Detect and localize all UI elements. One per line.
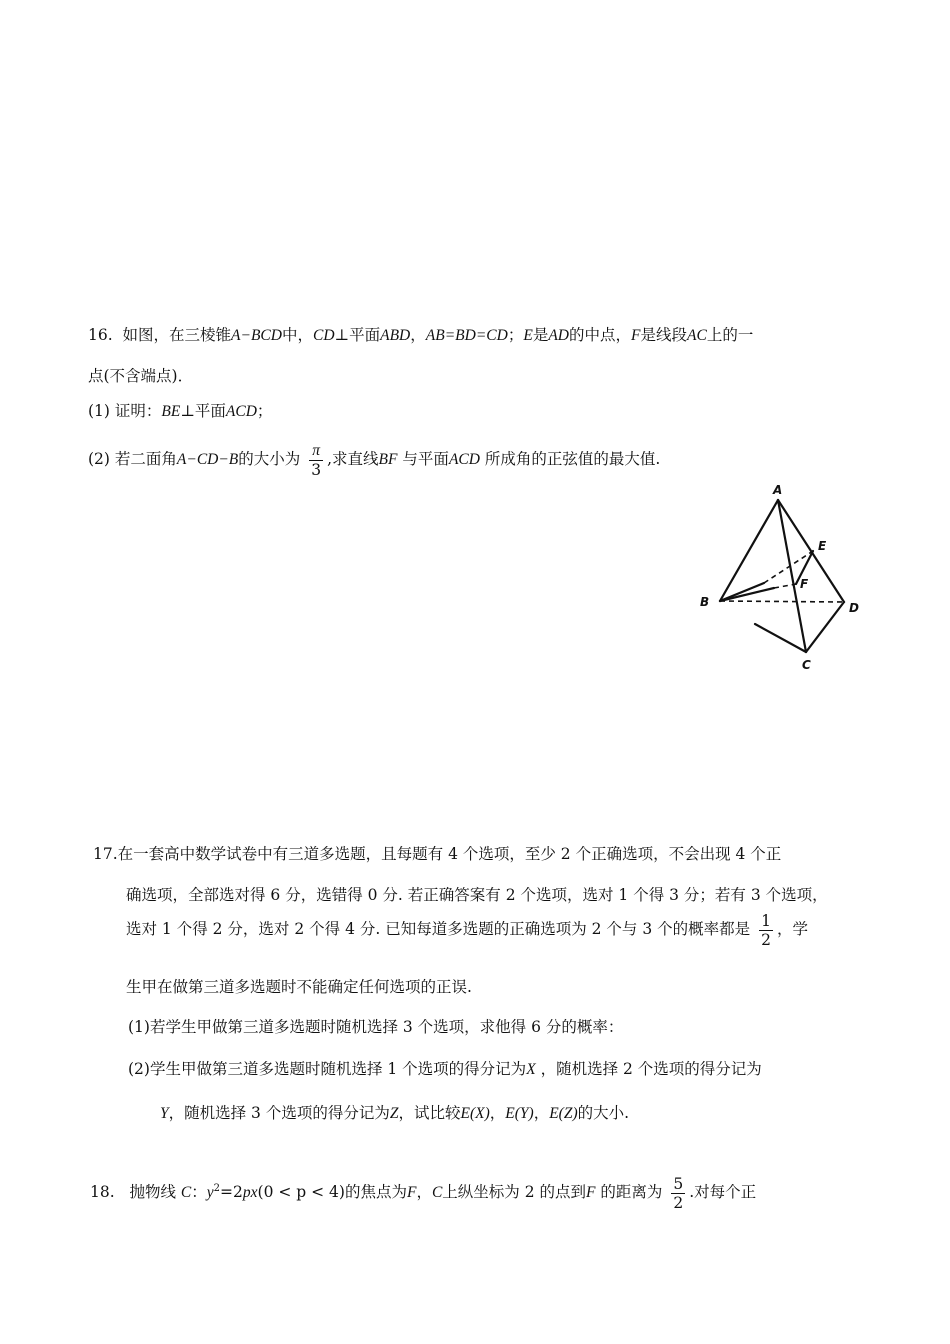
tetrahedron-figure: [692, 478, 872, 678]
edge-cd: [806, 602, 844, 652]
label-c: C: [802, 658, 811, 672]
one-half-fraction: $\frac{1}{2}$: [761, 911, 771, 949]
q17-part2-line2: Y，随机选择 3 个选项的得分记为Z，试比较E(X)，E(Y)，E(Z)的大小.: [160, 1104, 630, 1122]
q17-line3: 选对 1 个得 2 分，选对 2 个得 4 分. 已知每道多选题的正确选项为 2 个与 3 个的概率都是 $\frac{1}{2}$ ，学: [126, 911, 808, 949]
q17-number: 17.: [93, 845, 118, 863]
q16-part1: (1) 证明：BE⊥平面ACD；: [88, 402, 273, 420]
edge-ab: [720, 500, 778, 601]
label-d: D: [849, 601, 859, 615]
q16-line2: 点(不含端点)．: [88, 367, 194, 385]
label-b: B: [700, 595, 710, 609]
label-e: E: [818, 539, 827, 553]
pi-over-3-fraction: $\frac{\pi}{3}$: [311, 441, 322, 479]
q17-part2-line1: (2)学生甲做第三道多选题时随机选择 1 个选项的得分记为X ，随机选择 2 个选项的得分记为: [128, 1060, 762, 1078]
five-halves-fraction: $\frac{5}{2}$: [673, 1174, 684, 1212]
segment-bf-dashed: [774, 584, 796, 588]
q17-line1: 17.在一套高中数学试卷中有三道多选题，且每题有 4 个选项，至少 2 个正确选项，不会出现 4 个正: [93, 845, 782, 863]
q17-line2: 确选项，全部选对得 6 分，选错得 0 分. 若正确答案有 2 个选项，选对 1 个得 3 分；若有 3 个选项，: [126, 886, 828, 904]
edge-bc: [755, 624, 806, 652]
q18-number: 18.: [90, 1183, 115, 1202]
edge-bd-dashed: [720, 601, 844, 602]
q18-line1: 18. 抛物线 C：$y^2=2px(0 < p < 4)$的焦点为F，C上纵坐标为 2 的点到F 的距离为 $\frac{5}{2}$ .对每个正: [90, 1174, 757, 1212]
q16-number: 16.: [88, 326, 113, 344]
q17-part1: (1)若学生甲做第三道多选题时随机选择 3 个选项，求他得 6 分的概率：: [128, 1018, 624, 1036]
q17-line4: 生甲在做第三道多选题时不能确定任何选项的正误.: [126, 978, 472, 996]
q16-line1: 16. 如图，在三棱锥A−BCD中，CD⊥平面ABD，AB=BD=CD；E是AD的中点，F是线段AC上的一: [88, 326, 754, 344]
q16-part2: (2) 若二面角A−CD−B的大小为 $\frac{\pi}{3}$ ,求直线BF 与平面ACD 所成角的正弦值的最大值.: [88, 441, 661, 479]
label-f: F: [800, 577, 809, 591]
label-a: A: [773, 483, 783, 497]
